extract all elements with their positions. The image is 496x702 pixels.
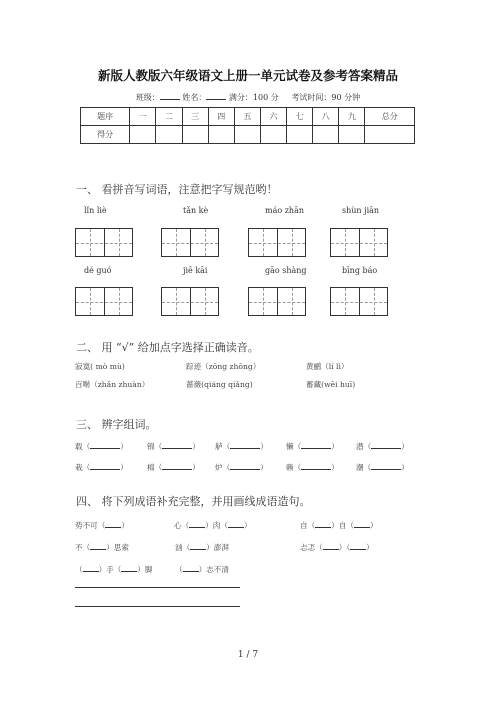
idiom-blank[interactable] [83, 563, 99, 572]
char-item: 赖（ ） [286, 463, 339, 472]
idiom-text: ）澎湃 [206, 543, 229, 552]
idiom-blank[interactable] [350, 541, 366, 550]
score-header-cell: 五 [234, 108, 260, 126]
answer-blank[interactable] [230, 440, 260, 449]
reading-item[interactable]: 踪迹（zōng zhōng） [186, 362, 261, 371]
char: 潮 [356, 463, 364, 472]
score-cell[interactable] [287, 126, 313, 144]
writing-grid[interactable] [330, 287, 388, 316]
idiom-blank[interactable] [105, 519, 121, 528]
idiom-blank[interactable] [354, 519, 370, 528]
idiom-item [300, 519, 378, 531]
char-item: 潜（ ） [356, 442, 409, 451]
pinyin-1-3: máo zhān [265, 206, 305, 215]
score-cell[interactable] [156, 126, 182, 144]
idiom-item [175, 563, 229, 575]
idiom-text: 汹（ [175, 543, 191, 552]
score-header-cell: 九 [339, 108, 365, 126]
section1-heading: 一、 看拼音写词语，注意把字写规范哟！ [76, 183, 278, 196]
idiom-text: 自（ [300, 521, 316, 530]
char: 懒 [286, 442, 294, 451]
idiom-blank[interactable] [315, 519, 331, 528]
char-item: 载（ ） [75, 442, 128, 451]
pinyin-2-3: gāo shàng [265, 266, 307, 275]
answer-blank[interactable] [301, 461, 331, 470]
char: 舻 [215, 442, 223, 451]
idiom-item [75, 519, 129, 531]
reading-item[interactable]: 寂寞( mò mù) [75, 362, 125, 371]
reading-item[interactable]: 黄鹂（lí lì） [306, 362, 349, 371]
writing-grid[interactable] [75, 228, 133, 257]
section3-heading: 三、 辨字组词。 [76, 418, 157, 431]
score-header-cell: 二 [156, 108, 182, 126]
score-table-score-row [81, 126, 415, 144]
class-label: 班级： [135, 93, 160, 102]
section4-heading: 四、 将下列成语补充完整，并用画线成语造句。 [76, 495, 311, 508]
score-header-cell: 总分 [365, 108, 415, 126]
idiom-text: ） [243, 521, 252, 530]
char-item: 锦（ ） [147, 442, 200, 451]
idiom-text: ）肉（ [205, 521, 228, 530]
idiom-text: ）自（ [331, 521, 354, 530]
answer-blank[interactable] [301, 440, 331, 449]
score-header-cell: 七 [287, 108, 313, 126]
char: 潜 [356, 442, 364, 451]
char-item: 棉（ ） [147, 463, 200, 472]
pinyin-2-2: jiē kāi [183, 266, 208, 275]
answer-blank[interactable] [162, 461, 192, 470]
idiom-text: ）志不清 [198, 565, 229, 574]
char: 栽 [75, 463, 83, 472]
score-header-cell: 三 [182, 108, 208, 126]
section2-heading: 二、 用 “√” 给加点字选择正确读音。 [76, 341, 259, 354]
class-blank [160, 91, 180, 100]
idiom-blank[interactable] [121, 563, 137, 572]
score-cell[interactable] [182, 126, 208, 144]
sentence-line[interactable] [75, 587, 240, 588]
answer-blank[interactable] [371, 440, 401, 449]
reading-item[interactable]: 百啭（zhǎn zhuàn） [75, 380, 150, 389]
char: 赖 [286, 463, 294, 472]
name-blank [206, 91, 226, 100]
pinyin-1-4: shùn jiān [342, 206, 380, 215]
score-cell[interactable] [260, 126, 286, 144]
idiom-item [300, 541, 374, 553]
pinyin-2-4: bīng báo [342, 266, 378, 275]
score-header-cell: 题序 [81, 108, 130, 126]
score-cell[interactable] [339, 126, 365, 144]
idiom-text: 忐忑（ [300, 543, 323, 552]
idiom-item [174, 519, 252, 531]
idiom-text: （ [175, 565, 183, 574]
score-header-cell: 八 [313, 108, 339, 126]
reading-item[interactable]: 蔷薇(qiáng qiǎng) [186, 380, 253, 389]
idiom-text: 心（ [174, 521, 190, 530]
sentence-line[interactable] [75, 606, 240, 607]
char: 炉 [215, 463, 223, 472]
score-cell[interactable] [130, 126, 156, 144]
score-row-label: 得分 [81, 126, 130, 144]
char: 棉 [147, 463, 155, 472]
idiom-blank[interactable] [190, 541, 206, 550]
score-header-cell: 四 [208, 108, 234, 126]
answer-blank[interactable] [90, 461, 120, 470]
idiom-text: ）脚 [137, 565, 153, 574]
answer-blank[interactable] [230, 461, 260, 470]
answer-blank[interactable] [371, 461, 401, 470]
score-cell[interactable] [313, 126, 339, 144]
idiom-text: ）手（ [98, 565, 122, 574]
idiom-text: ） [366, 543, 374, 552]
idiom-blank[interactable] [323, 541, 339, 550]
writing-grid[interactable] [161, 287, 219, 316]
score-table-header-row [81, 108, 415, 126]
char: 载 [75, 442, 83, 451]
score-header-cell: 六 [260, 108, 286, 126]
writing-grid[interactable] [248, 228, 306, 257]
score-label: 满分：100 分 [228, 93, 279, 102]
score-cell[interactable] [208, 126, 234, 144]
char: 锦 [147, 442, 155, 451]
idiom-text: ） [369, 521, 378, 530]
document-title: 新版人教版六年级语文上册一单元试卷及参考答案精品 [97, 68, 398, 83]
pinyin-2-1: dé guó [84, 266, 112, 275]
pinyin-1-1: lǐn liè [84, 206, 107, 215]
pinyin-1-2: tǎn kè [183, 206, 209, 215]
char-item: 潮（ ） [356, 463, 409, 472]
score-cell[interactable] [365, 126, 415, 144]
time-label: 考试时间：90 分钟 [291, 93, 361, 102]
reading-item[interactable]: 蓄藏(wēi huī) [306, 380, 356, 389]
idiom-blank[interactable] [90, 541, 106, 550]
exam-info-line [0, 91, 496, 103]
char-item: 栽（ ） [75, 463, 128, 472]
idiom-blank[interactable] [189, 519, 205, 528]
score-cell[interactable] [234, 126, 260, 144]
name-label: 姓名： [182, 93, 207, 102]
idiom-text: （ [75, 565, 83, 574]
answer-blank[interactable] [162, 440, 192, 449]
idiom-blank[interactable] [183, 563, 199, 572]
answer-blank[interactable] [90, 440, 120, 449]
char-item: 懒（ ） [286, 442, 339, 451]
idiom-text: ）（ [338, 543, 351, 552]
idiom-text: 势不可（ [75, 521, 106, 530]
writing-grid[interactable] [75, 287, 133, 316]
char-item: 舻（ ） [215, 442, 268, 451]
score-header-cell: 一 [130, 108, 156, 126]
writing-grid[interactable] [248, 287, 306, 316]
char-item: 炉（ ） [215, 463, 268, 472]
idiom-item [75, 563, 153, 575]
idiom-text: ）思索 [106, 543, 129, 552]
page-number: 1 / 7 [237, 650, 259, 660]
idiom-text: 不（ [75, 543, 91, 552]
score-table [80, 107, 415, 144]
writing-grid[interactable] [161, 228, 219, 257]
writing-grid[interactable] [330, 228, 388, 257]
idiom-item [175, 541, 229, 553]
idiom-item [75, 541, 129, 553]
idiom-text: ） [121, 521, 129, 530]
idiom-blank[interactable] [228, 519, 244, 528]
